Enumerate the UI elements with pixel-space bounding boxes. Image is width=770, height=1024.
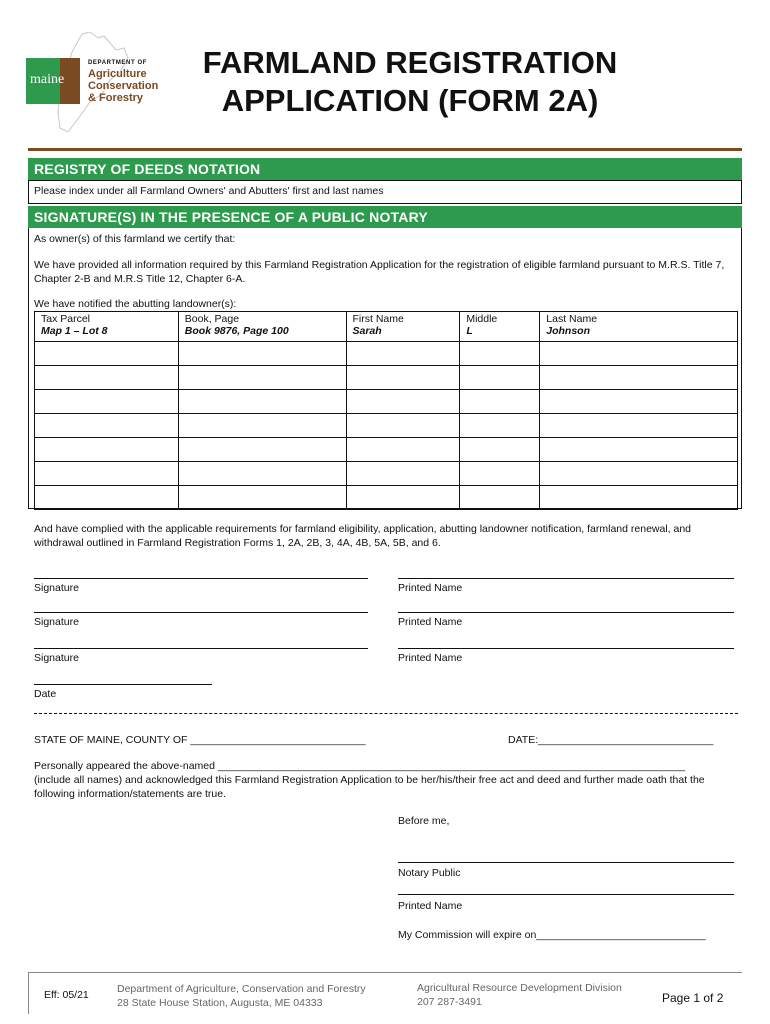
appeared-text: (include all names) and acknowledged this Farmland Registration Application to be her/his/their free act and deed and further made oath that the following information/statements are true. xyxy=(34,774,705,800)
signature-line-3[interactable] xyxy=(34,648,368,649)
col-header-middle: Middle xyxy=(466,313,498,325)
notary-printed-name-label: Printed Name xyxy=(398,900,463,912)
before-me-text: Before me, xyxy=(398,815,450,827)
commission-field[interactable]: My Commission will expire on_____________________________ xyxy=(398,929,706,941)
date-line[interactable] xyxy=(34,684,212,685)
col-header-first-name: First Name xyxy=(352,313,404,325)
footer-dept-line-1: Department of Agriculture, Conservation and Forestry xyxy=(117,983,366,995)
printed-name-line-3[interactable] xyxy=(398,648,734,649)
printed-name-label-1: Printed Name xyxy=(398,582,463,594)
first-name-value: Sarah xyxy=(352,325,382,337)
printed-name-label-3: Printed Name xyxy=(398,652,463,664)
signatures-box xyxy=(28,228,742,509)
middle-value: L xyxy=(466,325,473,337)
notary-public-line[interactable] xyxy=(398,862,734,863)
title-divider xyxy=(28,148,742,151)
state-county-field[interactable]: STATE OF MAINE, COUNTY OF ______________________________ xyxy=(34,734,366,746)
col-header-last-name: Last Name xyxy=(546,313,598,325)
title-line-2: APPLICATION (FORM 2A) xyxy=(221,83,599,118)
last-name-value: Johnson xyxy=(546,325,591,337)
page-number: Page 1 of 2 xyxy=(662,991,724,1005)
signature-label-2: Signature xyxy=(34,616,79,628)
printed-name-line-2[interactable] xyxy=(398,612,734,613)
notary-printed-name-line[interactable] xyxy=(398,894,734,895)
col-header-book-page: Book, Page xyxy=(184,313,240,325)
tax-parcel-value: Map 1 – Lot 8 xyxy=(41,325,108,337)
registry-heading: REGISTRY OF DEEDS NOTATION xyxy=(28,158,742,180)
signatures-heading: SIGNATURE(S) IN THE PRESENCE OF A PUBLIC NOTARY xyxy=(28,206,742,228)
footer-dept-line-2: 28 State House Station, Augusta, ME 04333 xyxy=(117,997,323,1009)
notary-date-field[interactable]: DATE:______________________________ xyxy=(508,734,714,746)
logo-conservation: Conservation xyxy=(88,80,159,92)
certify-text: As owner(s) of this farmland we certify that: xyxy=(34,233,236,245)
date-label: Date xyxy=(34,688,57,700)
registry-note: Please index under all Farmland Owners' and Abutters' first and last names xyxy=(34,185,384,197)
effective-date: Eff: 05/21 xyxy=(44,989,89,1001)
printed-name-label-2: Printed Name xyxy=(398,616,463,628)
footer-left-edge xyxy=(28,972,29,1014)
page-title xyxy=(180,44,640,120)
footer-division-line-1: Agricultural Resource Development Division xyxy=(417,982,622,994)
footer-divider xyxy=(28,972,742,973)
department-logo xyxy=(24,32,174,132)
notified-text: We have notified the abutting landowner(s): xyxy=(34,298,237,310)
signature-label-3: Signature xyxy=(34,652,79,664)
col-header-tax-parcel: Tax Parcel xyxy=(41,313,91,325)
logo-maine: maine xyxy=(30,72,65,87)
printed-name-line-1[interactable] xyxy=(398,578,734,579)
book-page-value: Book 9876, Page 100 xyxy=(184,325,289,337)
logo-agriculture: Agriculture xyxy=(88,68,147,80)
logo-dept-line: DEPARTMENT OF xyxy=(88,60,148,66)
signature-line-2[interactable] xyxy=(34,612,368,613)
appeared-line[interactable]: Personally appeared the above-named ________________________________________________________________________________ xyxy=(34,760,686,772)
notary-public-label: Notary Public xyxy=(398,867,461,879)
registry-box xyxy=(28,180,742,204)
footer-division-line-2: 207 287-3491 xyxy=(417,996,482,1008)
signature-line-1[interactable] xyxy=(34,578,368,579)
title-line-1: FARMLAND REGISTRATION xyxy=(202,45,618,80)
section-divider xyxy=(34,713,738,714)
logo-forestry: & Forestry xyxy=(88,92,144,104)
complied-text: And have complied with the applicable requirements for farmland eligibility, application, abutting landowner notification, farmland renewal, and withdrawal outlined in Farmland Registration Forms 1, 2A, 2B, 3, 4A, 4B, 5A, 5B, and 6. xyxy=(34,523,692,549)
signature-label-1: Signature xyxy=(34,582,79,594)
provided-text: We have provided all information required by this Farmland Registration Application for the registration of eligible farmland pursuant to M.R.S. Title 7, Chapter 2-B and M.R.S Title 12, Chapter 6-A. xyxy=(34,259,725,285)
